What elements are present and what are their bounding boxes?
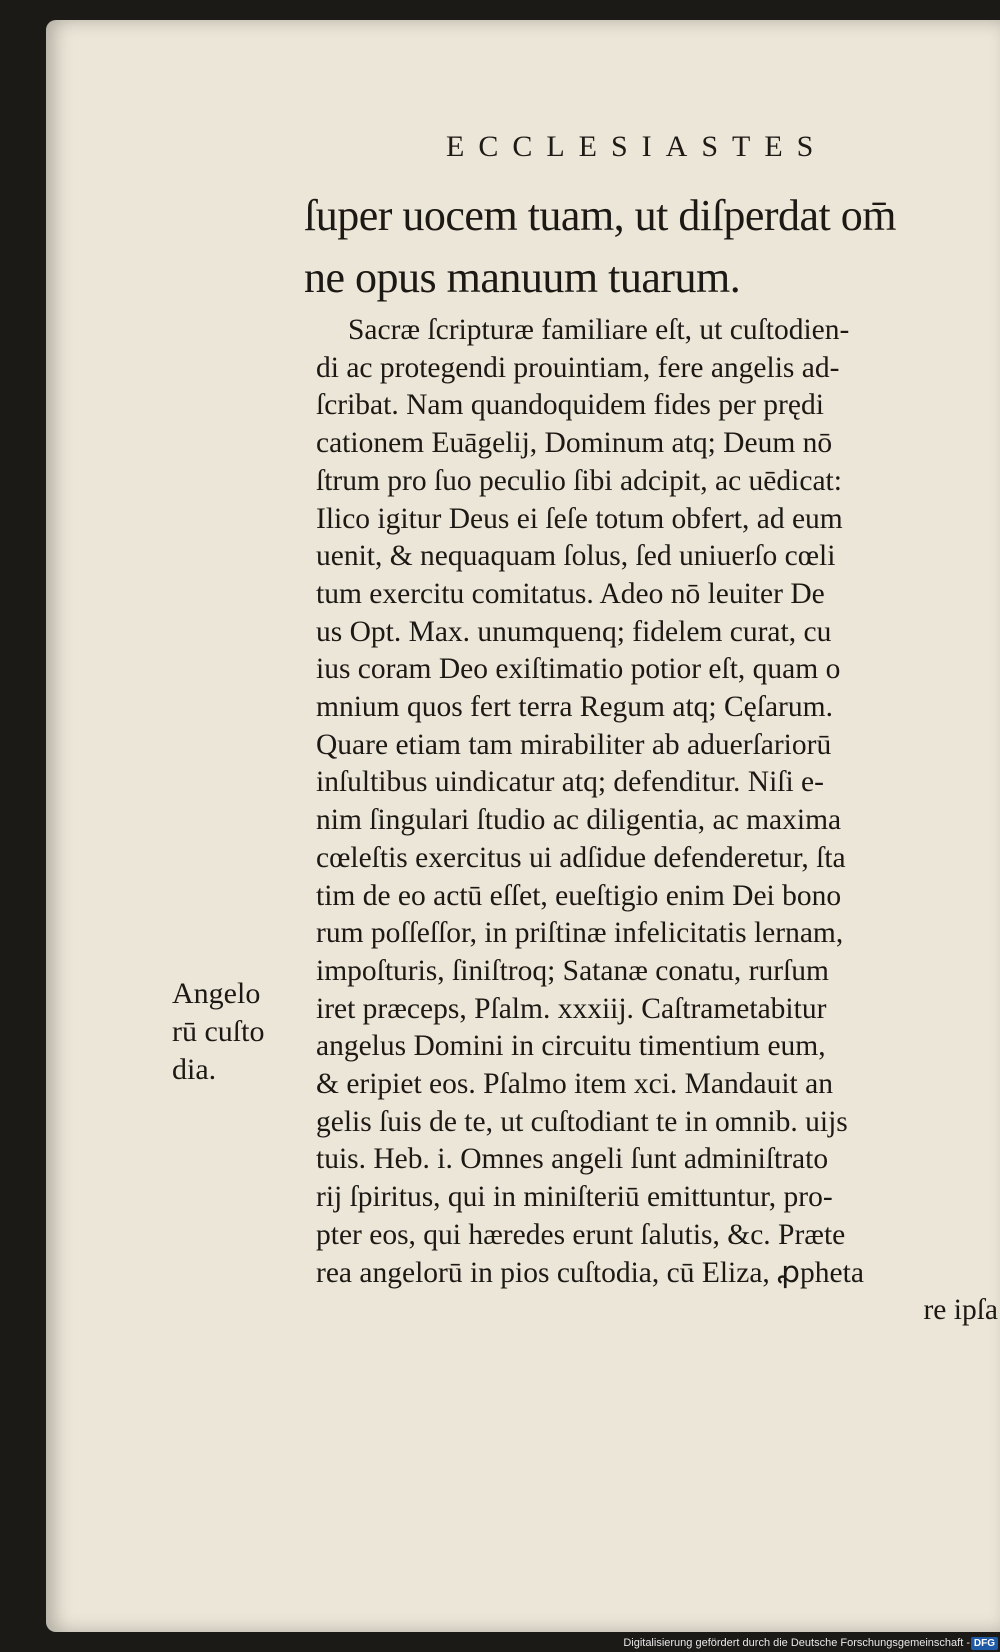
body-line: iret præceps, Pſalm. xxxiij. Caſtrametabitur (316, 992, 827, 1025)
intro-line: ſuper uocem tuam, ut diſperdat om̄ (304, 191, 897, 240)
body-line: di ac protegendi prouintiam, fere angelis ad- (316, 351, 840, 384)
catchword: re ipſa (923, 1294, 998, 1327)
body-line: impoſturis, ſiniſtroq; Satanæ conatu, rurſum (316, 954, 829, 987)
body-line: cœleſtis exercitus ui adſidue defenderetur, ſta (316, 841, 846, 874)
body-line: rea angelorū in pios cuſtodia, cū Eliza, ꝓpheta (316, 1256, 864, 1289)
body-line: tim de eo actū eſſet, eueſtigio enim Dei bono (316, 879, 842, 912)
body-line: ſcribat. Nam quandoquidem fides per prędi (316, 389, 824, 422)
body-line: Quare etiam tam mirabiliter ab aduerſariorū (316, 728, 832, 761)
book-page (46, 20, 1000, 1632)
body-line: pter eos, qui hæredes erunt ſalutis, &c. Præte (316, 1218, 846, 1251)
body-line: rum poſſeſſor, in priſtinæ infelicitatis lernam, (316, 917, 844, 950)
body-line: Sacræ ſcripturæ familiare eſt, ut cuſtodien- (348, 314, 850, 346)
body-line: ius coram Deo exiſtimatio potior eſt, quam o (316, 653, 841, 686)
body-line: us Opt. Max. unumquenq; fidelem curat, cu (316, 615, 832, 648)
body-text (316, 312, 1000, 1330)
footer-bar (0, 1632, 1000, 1652)
body-line: tuis. Heb. i. Omnes angeli ſunt adminiſtrato (316, 1143, 829, 1176)
body-line: uenit, & nequaquam ſolus, ſed uniuerſo cœli (316, 540, 836, 573)
dfg-logo-badge: DFG (971, 1637, 998, 1650)
footer-credit: Digitalisierung gefördert durch die Deutsche Forschungsgemeinschaft - (623, 1637, 970, 1649)
marginal-note (172, 975, 312, 1089)
body-line: rij ſpiritus, qui in miniſteriū emittuntur, pro- (316, 1181, 833, 1214)
intro-line: ne opus manuum tuarum. (304, 253, 741, 302)
body-line: angelus Domini in circuitu timentium eum, (316, 1030, 826, 1063)
body-line: inſultibus uindicatur atq; defenditur. Niſi e- (316, 766, 824, 799)
body-line: tum exercitu comitatus. Adeo nō leuiter De (316, 577, 825, 610)
body-line: gelis ſuis de te, ut cuſtodiant te in omnib. uijs (316, 1105, 848, 1138)
body-line: cationem Euāgelij, Dominum atq; Deum nō (316, 427, 833, 460)
marginal-line: rū cuſto (172, 1015, 265, 1048)
intro-text (304, 185, 1000, 309)
marginal-line: dia. (172, 1053, 217, 1086)
running-head: ECCLESIASTES (446, 130, 828, 163)
marginal-line: Angelo (172, 977, 261, 1010)
body-line: Ilico igitur Deus ei ſeſe totum obfert, ad eum (316, 502, 843, 535)
body-line: ſtrum pro ſuo peculio ſibi adcipit, ac uēdicat: (316, 464, 842, 497)
body-line: nim ſingulari ſtudio ac diligentia, ac maxima (316, 804, 842, 837)
body-line: & eripiet eos. Pſalmo item xci. Mandauit an (316, 1068, 833, 1101)
body-line: mnium quos fert terra Regum atq; Cęſarum. (316, 691, 833, 724)
